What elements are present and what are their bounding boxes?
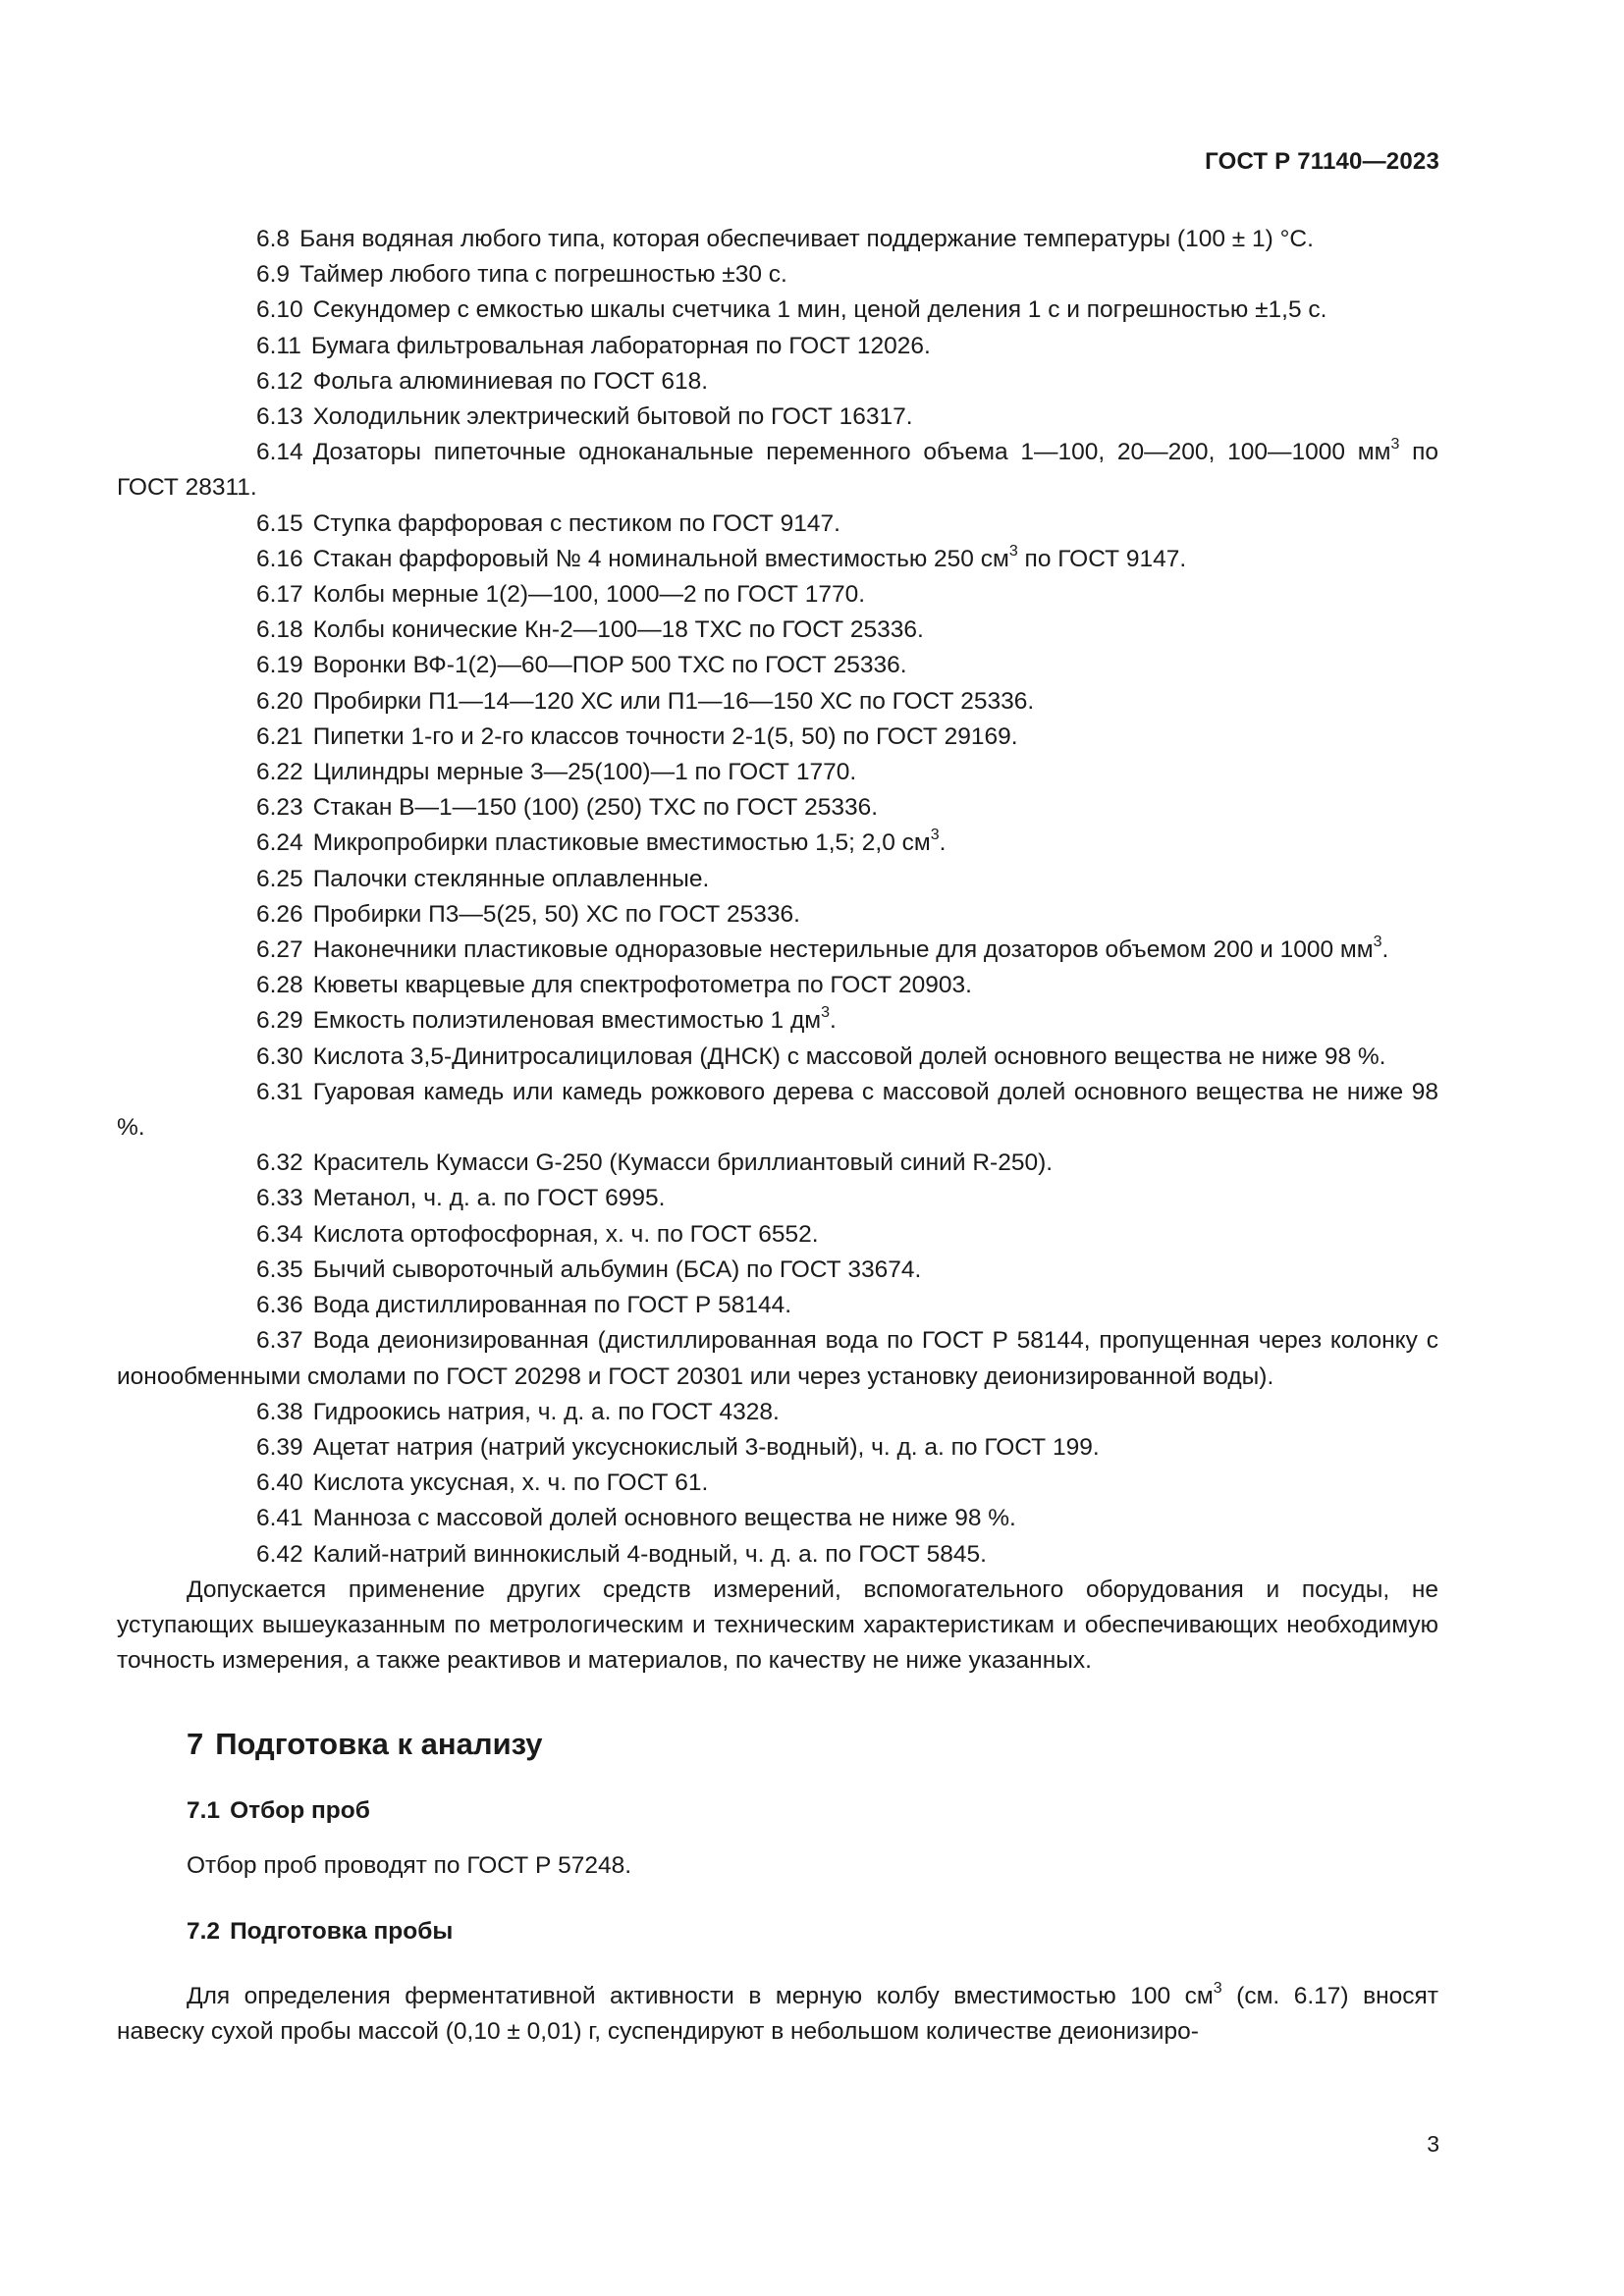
item-text: Холодильник электрический бытовой по ГОСТ 16317.	[312, 403, 913, 431]
superscript: 3	[1213, 1979, 1222, 1997]
item-text: Гидроокись натрия, ч. д. а. по ГОСТ 4328.	[312, 1398, 780, 1425]
list-item	[117, 1181, 1438, 1216]
item-text: Наконечники пластиковые одноразовые нестерильные для дозаторов объемом 200 и 1000 мм	[312, 936, 1374, 964]
item-text: Пробирки П3—5(25, 50) ХС по ГОСТ 25336.	[312, 900, 800, 928]
list-item	[117, 613, 1438, 648]
item-number: 6.17	[256, 581, 303, 609]
item-number: 6.37	[256, 1327, 303, 1355]
item-text: Кислота 3,5-Динитросалициловая (ДНСК) с массовой долей основного вещества не ниже 98 %.	[312, 1042, 1386, 1070]
list-item	[117, 507, 1438, 542]
item-number: 6.41	[256, 1505, 303, 1532]
item-text: Кюветы кварцевые для спектрофотометра по ГОСТ 20903.	[312, 972, 972, 999]
sample-prep-paragraph	[117, 1979, 1438, 2050]
item-text: Микропробирки пластиковые вместимостью 1,5; 2,0 см	[312, 829, 931, 857]
list-item	[117, 826, 1438, 861]
item-number: 6.9	[256, 261, 291, 289]
item-number: 6.28	[256, 972, 303, 999]
item-text: Воронки ВФ-1(2)—60—ПОР 500 ТХС по ГОСТ 25336.	[312, 652, 907, 679]
subsection-title: Подготовка пробы	[230, 1917, 454, 1945]
sample-prep-text-a: Для определения ферментативной активности в мерную колбу вместимостью 100 см	[187, 1982, 1214, 2009]
item-text: Вода дистиллированная по ГОСТ Р 58144.	[312, 1292, 792, 1319]
item-text: Кислота ортофосфорная, х. ч. по ГОСТ 6552.	[312, 1220, 819, 1248]
list-item	[117, 1075, 1438, 1146]
item-number: 6.38	[256, 1398, 303, 1425]
item-number: 6.15	[256, 509, 303, 537]
list-item	[117, 1430, 1438, 1466]
item-number: 6.18	[256, 616, 303, 644]
item-text: Калий-натрий виннокислый 4-водный, ч. д. а. по ГОСТ 5845.	[312, 1540, 987, 1568]
item-number: 6.12	[256, 367, 303, 395]
item-text: Таймер любого типа с погрешностью ±30 с.	[299, 261, 787, 289]
list-item	[117, 1217, 1438, 1253]
item-text: Пробирки П1—14—120 ХС или П1—16—150 ХС по ГОСТ 25336.	[312, 687, 1035, 715]
item-text: Ступка фарфоровая с пестиком по ГОСТ 9147.	[312, 509, 840, 537]
superscript: 3	[1390, 436, 1400, 454]
section-heading	[187, 1725, 1438, 1764]
list-item	[117, 222, 1438, 257]
subsection-title: Отбор проб	[230, 1797, 370, 1825]
document-id-header: ГОСТ Р 71140—2023	[1205, 148, 1439, 175]
section-number: 7	[187, 1727, 204, 1762]
document-body	[117, 222, 1438, 2050]
item-text: Бумага фильтровальная лабораторная по ГОСТ 12026.	[310, 332, 931, 359]
item-text: Стакан В—1—150 (100) (250) ТХС по ГОСТ 25336.	[312, 794, 879, 822]
list-item	[117, 400, 1438, 435]
note-paragraph: Допускается применение других средств измерений, вспомогательного оборудования и посуды, не уступающих вышеуказанным по метрологическим и техническим характеристикам и обеспечивающих необходимую точность измерения, а также реактивов и материалов, по качеству не ниже указанных.	[117, 1575, 1438, 1675]
list-item	[117, 720, 1438, 755]
item-text: Вода деионизированная (дистиллированная вода по ГОСТ Р 58144, пропущенная через колонку с ионообменными смолами по ГОСТ 20298 и ГОСТ 20301 или через установку деионизированной воды).	[117, 1327, 1438, 1390]
superscript: 3	[1008, 542, 1018, 560]
list-item	[117, 1537, 1438, 1573]
item-text: Краситель Кумасси G-250 (Кумасси бриллиантовый синий R-250).	[312, 1149, 1054, 1177]
item-text-tail: по ГОСТ 9147.	[1017, 545, 1187, 572]
item-text: Метанол, ч. д. а. по ГОСТ 6995.	[312, 1185, 666, 1212]
list-item	[117, 329, 1438, 364]
item-text: Манноза с массовой долей основного вещества не ниже 98 %.	[312, 1505, 1016, 1532]
item-number: 6.40	[256, 1469, 303, 1497]
item-text: Бычий сывороточный альбумин (БСА) по ГОСТ 33674.	[312, 1255, 922, 1283]
item-number: 6.42	[256, 1540, 303, 1568]
item-text-tail: .	[830, 1007, 837, 1035]
subsection-number: 7.1	[187, 1797, 221, 1825]
item-number: 6.30	[256, 1042, 303, 1070]
item-number: 6.16	[256, 545, 303, 572]
item-number: 6.33	[256, 1185, 303, 1212]
item-text-tail: по ГОСТ 28311.	[117, 439, 1439, 502]
list-item	[117, 648, 1438, 683]
list-item	[117, 897, 1438, 933]
list-item	[117, 1323, 1438, 1394]
page-number: 3	[1427, 2131, 1439, 2157]
item-number: 6.20	[256, 687, 303, 715]
item-text: Секундомер с емкостью шкалы счетчика 1 мин, ценой деления 1 с и погрешностью ±1,5 с.	[312, 296, 1327, 324]
item-text: Цилиндры мерные 3—25(100)—1 по ГОСТ 1770.	[312, 759, 857, 786]
item-number: 6.31	[256, 1078, 303, 1105]
item-number: 6.35	[256, 1255, 303, 1283]
item-text: Пипетки 1-го и 2-го классов точности 2-1(5, 50) по ГОСТ 29169.	[312, 722, 1018, 750]
item-number: 6.25	[256, 865, 303, 892]
subsection-number: 7.2	[187, 1917, 221, 1945]
item-number: 6.14	[256, 439, 303, 466]
superscript: 3	[821, 1004, 830, 1022]
list-item	[117, 862, 1438, 897]
item-number: 6.11	[256, 332, 301, 359]
list-item	[117, 790, 1438, 826]
subsection-heading-7-1	[187, 1793, 1438, 1829]
list-item	[117, 257, 1438, 293]
item-number: 6.32	[256, 1149, 303, 1177]
item-number: 6.36	[256, 1292, 303, 1319]
item-text: Гуаровая камедь или камедь рожкового дерева с массовой долей основного вещества не ниже 98 %.	[117, 1078, 1438, 1142]
superscript: 3	[1373, 934, 1382, 951]
subsection-heading-7-2	[187, 1914, 1438, 1949]
item-number: 6.22	[256, 759, 303, 786]
list-item	[117, 933, 1438, 968]
item-text: Баня водяная любого типа, которая обеспечивает поддержание температуры (100 ± 1) °С.	[299, 226, 1314, 252]
item-text: Стакан фарфоровый № 4 номинальной вместимостью 250 см	[312, 545, 1009, 572]
sample-prep-text-b: (см. 6.17) вносят навеску сухой пробы массой (0,10 ± 0,01) г, суспендируют в небольшом количестве деионизиро-	[117, 1982, 1439, 2045]
item-number: 6.21	[256, 722, 303, 750]
list-item	[117, 435, 1438, 506]
section-title: Подготовка к анализу	[215, 1727, 543, 1762]
item-number: 6.8	[256, 226, 291, 252]
item-number: 6.29	[256, 1007, 303, 1035]
list-item	[117, 1253, 1438, 1288]
list-item	[117, 1501, 1438, 1536]
list-item	[117, 1288, 1438, 1323]
list-item	[117, 1003, 1438, 1039]
list-item	[117, 293, 1438, 328]
list-item	[117, 577, 1438, 613]
item-text: Ацетат натрия (натрий уксуснокислый 3-водный), ч. д. а. по ГОСТ 199.	[312, 1433, 1100, 1461]
item-number: 6.39	[256, 1433, 303, 1461]
item-text: Кислота уксусная, х. ч. по ГОСТ 61.	[312, 1469, 709, 1497]
item-number: 6.10	[256, 296, 303, 324]
list-item	[117, 755, 1438, 790]
sampling-paragraph: Отбор проб проводят по ГОСТ Р 57248.	[187, 1852, 632, 1880]
list-item	[117, 968, 1438, 1003]
item-number: 6.13	[256, 403, 303, 431]
superscript: 3	[930, 827, 940, 844]
list-item	[117, 1395, 1438, 1430]
item-text: Палочки стеклянные оплавленные.	[312, 865, 710, 892]
item-number: 6.23	[256, 794, 303, 822]
list-item	[117, 542, 1438, 577]
item-text: Фольга алюминиевая по ГОСТ 618.	[312, 367, 709, 395]
list-item	[117, 1146, 1438, 1181]
equipment-list	[117, 222, 1438, 1573]
item-number: 6.27	[256, 936, 303, 964]
item-text: Колбы конические Кн-2—100—18 ТХС по ГОСТ 25336.	[312, 616, 924, 644]
list-item	[117, 364, 1438, 400]
item-number: 6.26	[256, 900, 303, 928]
list-item	[117, 684, 1438, 720]
item-text-tail: .	[1381, 936, 1389, 964]
item-number: 6.19	[256, 652, 303, 679]
item-number: 6.34	[256, 1220, 303, 1248]
list-item	[117, 1466, 1438, 1501]
item-text: Колбы мерные 1(2)—100, 1000—2 по ГОСТ 1770.	[312, 581, 866, 609]
item-text: Емкость полиэтиленовая вместимостью 1 дм	[312, 1007, 822, 1035]
item-number: 6.24	[256, 829, 303, 857]
item-text-tail: .	[939, 829, 947, 857]
item-text: Дозаторы пипеточные одноканальные переменного объема 1—100, 20—200, 100—1000 мм	[312, 439, 1391, 466]
list-item	[117, 1040, 1438, 1075]
